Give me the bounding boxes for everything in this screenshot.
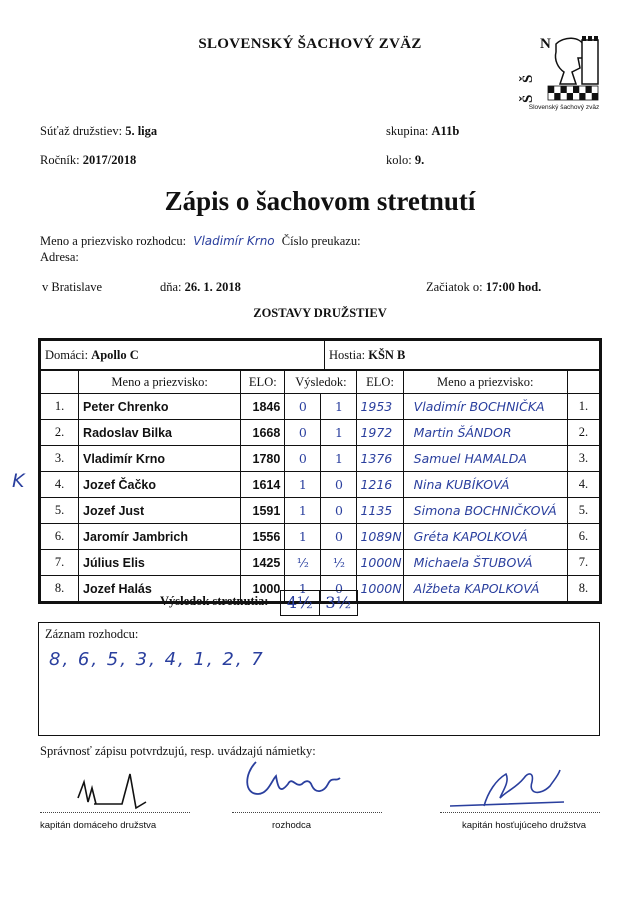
referee-label: rozhodca xyxy=(272,820,312,831)
logo-letter-s2: Š xyxy=(520,94,536,103)
away-player-elo: 1953 xyxy=(357,394,403,420)
page-title: Zápis o šachovom stretnutí xyxy=(164,186,476,216)
home-player-name: Peter Chrenko xyxy=(79,394,241,420)
away-result: ½ xyxy=(321,550,357,576)
board-row xyxy=(41,472,600,498)
board-number-right: 2. xyxy=(567,420,599,446)
away-player-elo: 1216 xyxy=(357,472,403,498)
home-player-elo: 1556 xyxy=(241,524,285,550)
organization-name: SLOVENSKÝ ŠACHOVÝ ZVÄZ xyxy=(198,36,422,52)
col-home-name: Meno a priezvisko: xyxy=(79,371,241,394)
board-row xyxy=(41,550,600,576)
referee-record-text: 8, 6, 5, 3, 4, 1, 2, 7 xyxy=(49,649,265,670)
referee-signature xyxy=(236,754,356,806)
away-team-name: KŠN B xyxy=(368,347,406,362)
venue-place: v Bratislave xyxy=(42,280,103,294)
away-player-name: Alžbeta KAPOLKOVÁ xyxy=(403,576,567,602)
away-player-elo: 1000N xyxy=(357,576,403,602)
board-number: 7. xyxy=(41,550,79,576)
teams-row xyxy=(40,340,600,370)
home-result: 0 xyxy=(285,394,321,420)
away-player-name: Nina KUBÍKOVÁ xyxy=(403,472,567,498)
boards-table xyxy=(40,370,600,602)
board-number: 4. xyxy=(41,472,79,498)
logo-letter-s1: Š xyxy=(520,74,536,83)
board-number-right: 8. xyxy=(567,576,599,602)
away-team-cell: Hostia: KŠN B xyxy=(325,341,600,370)
away-player-elo: 1089N xyxy=(357,524,403,550)
away-result: 0 xyxy=(321,472,357,498)
away-player-elo: 1000N xyxy=(357,550,403,576)
referee-name-line: Meno a priezvisko rozhodcu: Vladimír Krno Číslo preukazu: xyxy=(40,234,361,248)
away-player-name: Gréta KAPOLKOVÁ xyxy=(403,524,567,550)
board-number: 3. xyxy=(41,446,79,472)
home-player-elo: 1425 xyxy=(241,550,285,576)
home-player-elo: 1000 xyxy=(241,576,285,602)
referee-name-handwritten: Vladimír Krno xyxy=(193,234,275,248)
referee-record-label: Záznam rozhodcu: xyxy=(45,627,139,641)
margin-note: K xyxy=(12,470,25,492)
home-player-elo: 1591 xyxy=(241,498,285,524)
round-value: 9. xyxy=(414,153,425,167)
col-away-elo: ELO: xyxy=(357,371,403,394)
group-value: A11b xyxy=(431,124,460,138)
home-player-name: Jozef Halás xyxy=(79,576,241,602)
board-row xyxy=(41,524,600,550)
away-result: 0 xyxy=(321,576,357,602)
start-value: 17:00 hod. xyxy=(485,280,542,294)
home-result: ½ xyxy=(285,550,321,576)
board-number: 1. xyxy=(41,394,79,420)
col-away-name: Meno a priezvisko: xyxy=(403,371,567,394)
home-captain-signature xyxy=(70,768,160,814)
home-player-name: Jozef Just xyxy=(79,498,241,524)
board-number-right: 4. xyxy=(567,472,599,498)
col-result: Výsledok: xyxy=(285,371,357,394)
logo-caption: Slovenský šachový zväz xyxy=(528,104,600,111)
home-player-elo: 1614 xyxy=(241,472,285,498)
referee-line xyxy=(232,812,382,814)
board-number: 5. xyxy=(41,498,79,524)
away-player-elo: 1135 xyxy=(357,498,403,524)
home-player-elo: 1780 xyxy=(241,446,285,472)
away-player-name: Martin ŠÁNDOR xyxy=(403,420,567,446)
competition-value: 5. liga xyxy=(125,124,158,138)
board-row xyxy=(41,498,600,524)
home-result: 0 xyxy=(285,446,321,472)
away-player-elo: 1376 xyxy=(357,446,403,472)
match-result-away: 3½ xyxy=(325,593,352,612)
home-player-name: Radoslav Bilka xyxy=(79,420,241,446)
home-player-elo: 1846 xyxy=(241,394,285,420)
board-number-right: 3. xyxy=(567,446,599,472)
board-number-right: 6. xyxy=(567,524,599,550)
group-line: skupina: A11b xyxy=(386,124,460,138)
col-home-elo: ELO: xyxy=(241,371,285,394)
away-result: 1 xyxy=(321,420,357,446)
home-team-name: Apollo C xyxy=(91,347,139,362)
address-label: Adresa: xyxy=(40,250,79,264)
logo-letter-n: N xyxy=(540,36,551,52)
home-captain-line xyxy=(40,812,190,814)
home-player-name: Július Elis xyxy=(79,550,241,576)
season-value: 2017/2018 xyxy=(82,153,137,167)
lineups-table xyxy=(38,338,602,604)
match-result-box xyxy=(280,590,358,616)
away-result: 0 xyxy=(321,524,357,550)
home-player-name: Jaromír Jambrich xyxy=(79,524,241,550)
confirmation-text: Správnosť zápisu potvrdzujú, resp. uvádzajú námietky: xyxy=(40,744,316,758)
away-player-name: Samuel HAMALDA xyxy=(403,446,567,472)
board-number-right: 7. xyxy=(567,550,599,576)
section-title: ZOSTAVY DRUŽSTIEV xyxy=(253,306,387,320)
referee-record-box xyxy=(38,622,600,736)
date-value: 26. 1. 2018 xyxy=(184,280,241,294)
round-line: kolo: 9. xyxy=(386,153,425,167)
match-result-home: 4½ xyxy=(281,591,320,615)
match-result-label: Výsledok stretnutia: xyxy=(160,594,269,608)
away-result: 1 xyxy=(321,446,357,472)
away-player-name: Vladimír BOCHNIČKA xyxy=(403,394,567,420)
away-captain-label: kapitán hosťujúceho družstva xyxy=(462,820,586,831)
board-number: 8. xyxy=(41,576,79,602)
home-result: 1 xyxy=(285,498,321,524)
home-player-name: Jozef Čačko xyxy=(79,472,241,498)
away-result: 1 xyxy=(321,394,357,420)
away-captain-signature xyxy=(444,762,574,812)
home-captain-label: kapitán domáceho družstva xyxy=(40,820,157,831)
board-row xyxy=(41,420,600,446)
board-row xyxy=(41,394,600,420)
away-player-elo: 1972 xyxy=(357,420,403,446)
competition-line: Súťaž družstiev: 5. liga xyxy=(40,124,158,138)
boards-header-row xyxy=(41,371,600,394)
home-team-cell: Domáci: Apollo C xyxy=(41,341,325,370)
date-line: dňa: 26. 1. 2018 xyxy=(160,280,241,294)
season-line: Ročník: 2017/2018 xyxy=(40,153,137,167)
start-line: Začiatok o: 17:00 hod. xyxy=(426,280,542,294)
home-result: 0 xyxy=(285,420,321,446)
board-number-right: 1. xyxy=(567,394,599,420)
away-player-name: Simona BOCHNIČKOVÁ xyxy=(403,498,567,524)
away-player-name: Michaela ŠTUBOVÁ xyxy=(403,550,567,576)
board-row xyxy=(41,446,600,472)
home-result: 1 xyxy=(285,472,321,498)
away-captain-line xyxy=(440,812,600,814)
home-result: 1 xyxy=(285,576,321,602)
home-player-name: Vladimír Krno xyxy=(79,446,241,472)
home-player-elo: 1668 xyxy=(241,420,285,446)
home-result: 1 xyxy=(285,524,321,550)
board-number-right: 5. xyxy=(567,498,599,524)
away-result: 0 xyxy=(321,498,357,524)
card-number-label: Číslo preukazu: xyxy=(281,234,361,248)
board-number: 6. xyxy=(41,524,79,550)
board-number: 2. xyxy=(41,420,79,446)
